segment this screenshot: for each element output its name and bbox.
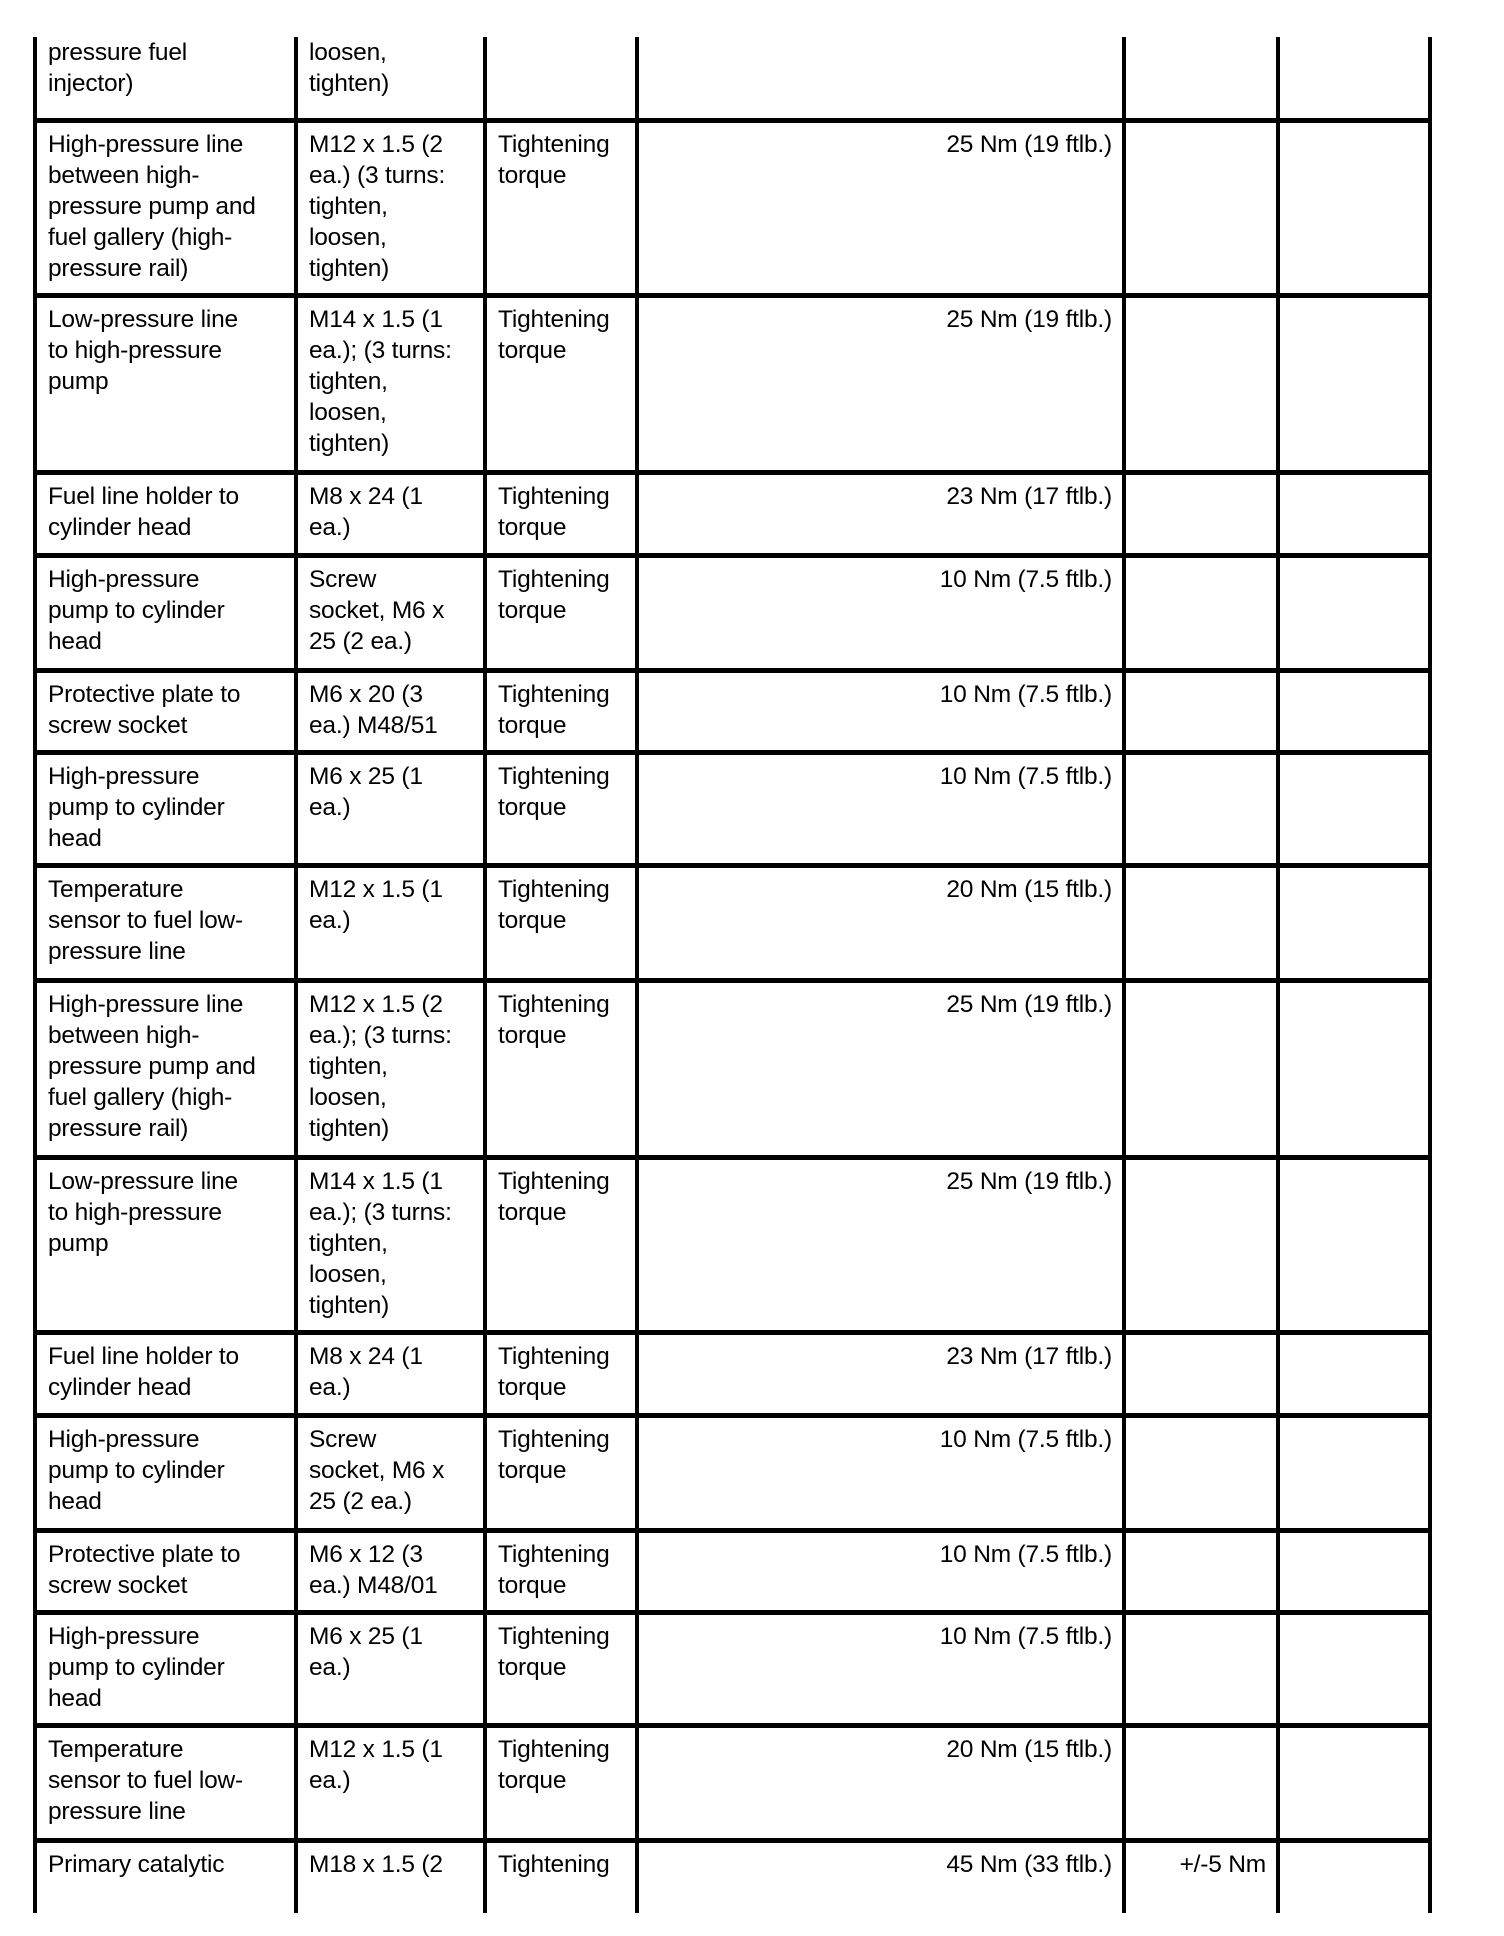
cell-text-line: Tightening [498, 991, 610, 1018]
cell-text-line: sensor to fuel low- [48, 907, 244, 934]
cell-text-line: pressure pump and [48, 193, 256, 220]
cell-text-line: ea.); (3 turns: [309, 1022, 452, 1049]
fastener-cell [298, 123, 483, 293]
cell-text-line: pump [48, 368, 109, 395]
cell-text-line: screw socket [48, 1572, 188, 1599]
cell-text: +/-5 Nm [1179, 1851, 1266, 1878]
cell-text-line: M12 x 1.5 (1 [309, 1736, 443, 1763]
cell-text-line: M6 x 12 (3 [309, 1541, 423, 1568]
fastener-cell [298, 1335, 483, 1413]
component-cell [37, 298, 294, 470]
cell-text-line: Protective plate to [48, 1541, 241, 1568]
component-cell [37, 868, 294, 978]
cell-text-line: torque [498, 1199, 567, 1226]
torque-value-cell [639, 123, 1122, 293]
cell-text-line: M12 x 1.5 (1 [309, 876, 443, 903]
cell-text-line: M6 x 25 (1 [309, 763, 423, 790]
cell-text-line: pressure line [48, 1798, 186, 1825]
tolerance-cell [1126, 755, 1276, 863]
tolerance-cell [1126, 1533, 1276, 1610]
notes-cell [1280, 673, 1428, 750]
cell-text-line: loosen, [309, 224, 387, 251]
fastener-cell [298, 1160, 483, 1330]
cell-text-line: ea.) [309, 907, 351, 934]
cell-text-line: ea.); (3 turns: [309, 337, 452, 364]
component-cell [37, 673, 294, 750]
cell-text-line: head [48, 1685, 102, 1712]
cell-text: 10 Nm (7.5 ftlb.) [939, 763, 1112, 790]
notes-cell [1280, 1418, 1428, 1528]
cell-text-line: M12 x 1.5 (2 [309, 991, 443, 1018]
cell-text-line: M6 x 20 (3 [309, 681, 423, 708]
cell-text-line: ea.) (3 turns: [309, 162, 446, 189]
cell-text-line: Tightening [498, 876, 610, 903]
notes-cell [1280, 475, 1428, 553]
cell-text-line: torque [498, 1022, 567, 1049]
cell-text-line: Screw [309, 566, 377, 593]
cell-text-line: High-pressure line [48, 131, 244, 158]
cell-text: 23 Nm (17 ftlb.) [946, 1343, 1112, 1370]
cell-text-line: ea.) [309, 514, 351, 541]
cell-text-line: tighten) [309, 1292, 390, 1319]
cell-text-line: socket, M6 x [309, 597, 445, 624]
torque-value-cell [639, 298, 1122, 470]
column-rule [1428, 37, 1432, 1913]
torque-value-cell [639, 673, 1122, 750]
spec-type-cell [487, 298, 635, 470]
notes-cell [1280, 868, 1428, 978]
cell-text-line: Tightening [498, 1623, 610, 1650]
fastener-cell [298, 1533, 483, 1610]
notes-cell [1280, 1843, 1428, 1913]
component-cell [37, 1615, 294, 1723]
cell-text: 10 Nm (7.5 ftlb.) [939, 1426, 1112, 1453]
cell-text-line: ea.) [309, 1767, 351, 1794]
cell-text-line: head [48, 1488, 102, 1515]
cell-text: 10 Nm (7.5 ftlb.) [939, 1623, 1112, 1650]
cell-text-line: M14 x 1.5 (1 [309, 1168, 443, 1195]
cell-text-line: Tightening [498, 681, 610, 708]
torque-value-cell [639, 868, 1122, 978]
tolerance-cell [1126, 1728, 1276, 1838]
cell-text-line: tighten) [309, 430, 390, 457]
cell-text: 25 Nm (19 ftlb.) [946, 131, 1112, 158]
cell-text-line: M8 x 24 (1 [309, 483, 423, 510]
spec-type-cell [487, 558, 635, 668]
cell-text-line: tighten, [309, 193, 388, 220]
cell-text-line: 25 (2 ea.) [309, 1488, 412, 1515]
tolerance-cell [1126, 558, 1276, 668]
cell-text-line: tighten, [309, 368, 388, 395]
cell-text-line: pump to cylinder [48, 1457, 225, 1484]
notes-cell [1280, 1335, 1428, 1413]
cell-text-line: Low-pressure line [48, 306, 238, 333]
fastener-cell [298, 475, 483, 553]
notes-cell [1280, 1615, 1428, 1723]
cell-text-line: torque [498, 794, 567, 821]
cell-text-line: ea.) M48/01 [309, 1572, 438, 1599]
spec-type-cell [487, 868, 635, 978]
cell-text: 23 Nm (17 ftlb.) [946, 483, 1112, 510]
cell-text-line: ea.) [309, 794, 351, 821]
cell-text-line: pump to cylinder [48, 597, 225, 624]
cell-text-line: Tightening [498, 306, 610, 333]
fastener-cell [298, 298, 483, 470]
cell-text-line: to high-pressure [48, 337, 222, 364]
tolerance-cell [1126, 37, 1276, 118]
component-cell [37, 755, 294, 863]
cell-text-line: torque [498, 162, 567, 189]
cell-text: 10 Nm (7.5 ftlb.) [939, 1541, 1112, 1568]
cell-text-line: Fuel line holder to [48, 483, 239, 510]
cell-text-line: M14 x 1.5 (1 [309, 306, 443, 333]
spec-type-cell [487, 673, 635, 750]
cell-text-line: tighten, [309, 1230, 388, 1257]
cell-text-line: torque [498, 337, 567, 364]
cell-text: 20 Nm (15 ftlb.) [946, 876, 1112, 903]
cell-text-line: head [48, 825, 102, 852]
cell-text-line: loosen, [309, 399, 387, 426]
cell-text-line: torque [498, 712, 567, 739]
cell-text-line: Fuel line holder to [48, 1343, 239, 1370]
fastener-cell [298, 1728, 483, 1838]
cell-text-line: ea.) [309, 1654, 351, 1681]
notes-cell [1280, 983, 1428, 1155]
cell-text-line: torque [498, 597, 567, 624]
notes-cell [1280, 558, 1428, 668]
torque-value-cell [639, 37, 1122, 118]
cell-text-line: Tightening [498, 1426, 610, 1453]
component-cell [37, 983, 294, 1155]
cell-text: 20 Nm (15 ftlb.) [946, 1736, 1112, 1763]
cell-text-line: Primary catalytic [48, 1851, 225, 1878]
cell-text-line: Tightening [498, 1851, 610, 1878]
cell-text-line: fuel gallery (high- [48, 1084, 233, 1111]
notes-cell [1280, 1533, 1428, 1610]
tolerance-cell [1126, 1418, 1276, 1528]
component-cell [37, 475, 294, 553]
spec-type-cell [487, 1418, 635, 1528]
cell-text-line: between high- [48, 1022, 200, 1049]
cell-text-line: torque [498, 514, 567, 541]
cell-text-line: tighten, [309, 1053, 388, 1080]
fastener-cell [298, 558, 483, 668]
spec-type-cell [487, 1615, 635, 1723]
cell-text: 25 Nm (19 ftlb.) [946, 1168, 1112, 1195]
cell-text: 45 Nm (33 ftlb.) [946, 1851, 1112, 1878]
torque-value-cell [639, 983, 1122, 1155]
fastener-cell [298, 673, 483, 750]
component-cell [37, 1160, 294, 1330]
cell-text: 10 Nm (7.5 ftlb.) [939, 566, 1112, 593]
cell-text-line: cylinder head [48, 514, 192, 541]
fastener-cell [298, 983, 483, 1155]
fastener-cell [298, 755, 483, 863]
notes-cell [1280, 755, 1428, 863]
tolerance-cell [1126, 983, 1276, 1155]
cell-text-line: to high-pressure [48, 1199, 222, 1226]
cell-text-line: torque [498, 1654, 567, 1681]
cell-text-line: Tightening [498, 1541, 610, 1568]
spec-type-cell [487, 37, 635, 118]
torque-value-cell [639, 1843, 1122, 1913]
torque-value-cell [639, 755, 1122, 863]
cell-text: 25 Nm (19 ftlb.) [946, 991, 1112, 1018]
component-cell [37, 1418, 294, 1528]
cell-text-line: Temperature [48, 876, 184, 903]
cell-text-line: High-pressure [48, 1426, 200, 1453]
cell-text-line: pump to cylinder [48, 1654, 225, 1681]
tolerance-cell [1126, 1615, 1276, 1723]
fastener-cell [298, 1418, 483, 1528]
spec-type-cell [487, 983, 635, 1155]
torque-value-cell [639, 558, 1122, 668]
cell-text-line: torque [498, 907, 567, 934]
cell-text-line: torque [498, 1767, 567, 1794]
cell-text-line: ea.) M48/51 [309, 712, 438, 739]
component-cell [37, 1335, 294, 1413]
cell-text-line: loosen, [309, 39, 387, 66]
cell-text-line: Tightening [498, 763, 610, 790]
cell-text-line: pressure line [48, 938, 186, 965]
cell-text-line: between high- [48, 162, 200, 189]
component-cell [37, 1728, 294, 1838]
spec-type-cell [487, 1843, 635, 1913]
cell-text-line: pump to cylinder [48, 794, 225, 821]
cell-text-line: socket, M6 x [309, 1457, 445, 1484]
tolerance-cell [1126, 868, 1276, 978]
cell-text: 25 Nm (19 ftlb.) [946, 306, 1112, 333]
spec-type-cell [487, 1728, 635, 1838]
cell-text-line: High-pressure line [48, 991, 244, 1018]
torque-value-cell [639, 475, 1122, 553]
cell-text-line: cylinder head [48, 1374, 192, 1401]
cell-text-line: 25 (2 ea.) [309, 628, 412, 655]
component-cell [37, 1843, 294, 1913]
spec-type-cell [487, 475, 635, 553]
torque-value-cell [639, 1335, 1122, 1413]
torque-value-cell [639, 1615, 1122, 1723]
notes-cell [1280, 298, 1428, 470]
cell-text-line: Tightening [498, 1168, 610, 1195]
cell-text: 10 Nm (7.5 ftlb.) [939, 681, 1112, 708]
tolerance-cell [1126, 298, 1276, 470]
cell-text-line: head [48, 628, 102, 655]
cell-text-line: Tightening [498, 483, 610, 510]
cell-text-line: screw socket [48, 712, 188, 739]
tolerance-cell [1126, 1335, 1276, 1413]
torque-value-cell [639, 1728, 1122, 1838]
cell-text-line: High-pressure [48, 1623, 200, 1650]
tolerance-cell [1126, 1160, 1276, 1330]
fastener-cell [298, 1615, 483, 1723]
cell-text-line: torque [498, 1572, 567, 1599]
component-cell [37, 123, 294, 293]
notes-cell [1280, 123, 1428, 293]
tolerance-cell [1126, 1843, 1276, 1913]
spec-type-cell [487, 1335, 635, 1413]
cell-text-line: pressure pump and [48, 1053, 256, 1080]
torque-value-cell [639, 1533, 1122, 1610]
cell-text-line: injector) [48, 70, 134, 97]
spec-type-cell [487, 1533, 635, 1610]
component-cell [37, 37, 294, 118]
component-cell [37, 558, 294, 668]
fastener-cell [298, 1843, 483, 1913]
cell-text-line: Screw [309, 1426, 377, 1453]
cell-text-line: Tightening [498, 1343, 610, 1370]
tolerance-cell [1126, 123, 1276, 293]
tolerance-cell [1126, 673, 1276, 750]
cell-text-line: loosen, [309, 1261, 387, 1288]
cell-text-line: fuel gallery (high- [48, 224, 233, 251]
cell-text-line: pressure rail) [48, 1115, 189, 1142]
notes-cell [1280, 37, 1428, 118]
cell-text-line: loosen, [309, 1084, 387, 1111]
cell-text-line: Tightening [498, 566, 610, 593]
torque-value-cell [639, 1418, 1122, 1528]
cell-text-line: Temperature [48, 1736, 184, 1763]
cell-text-line: torque [498, 1374, 567, 1401]
cell-text-line: pressure fuel [48, 39, 188, 66]
cell-text-line: pump [48, 1230, 109, 1257]
spec-type-cell [487, 123, 635, 293]
cell-text-line: sensor to fuel low- [48, 1767, 244, 1794]
cell-text-line: Tightening [498, 1736, 610, 1763]
cell-text-line: Tightening [498, 131, 610, 158]
cell-text-line: pressure rail) [48, 255, 189, 282]
tolerance-cell [1126, 475, 1276, 553]
cell-text-line: torque [498, 1457, 567, 1484]
cell-text-line: tighten) [309, 255, 390, 282]
cell-text-line: Protective plate to [48, 681, 241, 708]
spec-type-cell [487, 755, 635, 863]
notes-cell [1280, 1728, 1428, 1838]
cell-text-line: tighten) [309, 70, 390, 97]
cell-text-line: M18 x 1.5 (2 [309, 1851, 443, 1878]
cell-text-line: Low-pressure line [48, 1168, 238, 1195]
fastener-cell [298, 37, 483, 118]
cell-text-line: High-pressure [48, 763, 200, 790]
cell-text-line: High-pressure [48, 566, 200, 593]
component-cell [37, 1533, 294, 1610]
torque-value-cell [639, 1160, 1122, 1330]
cell-text-line: tighten) [309, 1115, 390, 1142]
cell-text-line: ea.) [309, 1374, 351, 1401]
spec-type-cell [487, 1160, 635, 1330]
cell-text-line: M8 x 24 (1 [309, 1343, 423, 1370]
fastener-cell [298, 868, 483, 978]
cell-text-line: M12 x 1.5 (2 [309, 131, 443, 158]
cell-text-line: M6 x 25 (1 [309, 1623, 423, 1650]
cell-text-line: ea.); (3 turns: [309, 1199, 452, 1226]
notes-cell [1280, 1160, 1428, 1330]
